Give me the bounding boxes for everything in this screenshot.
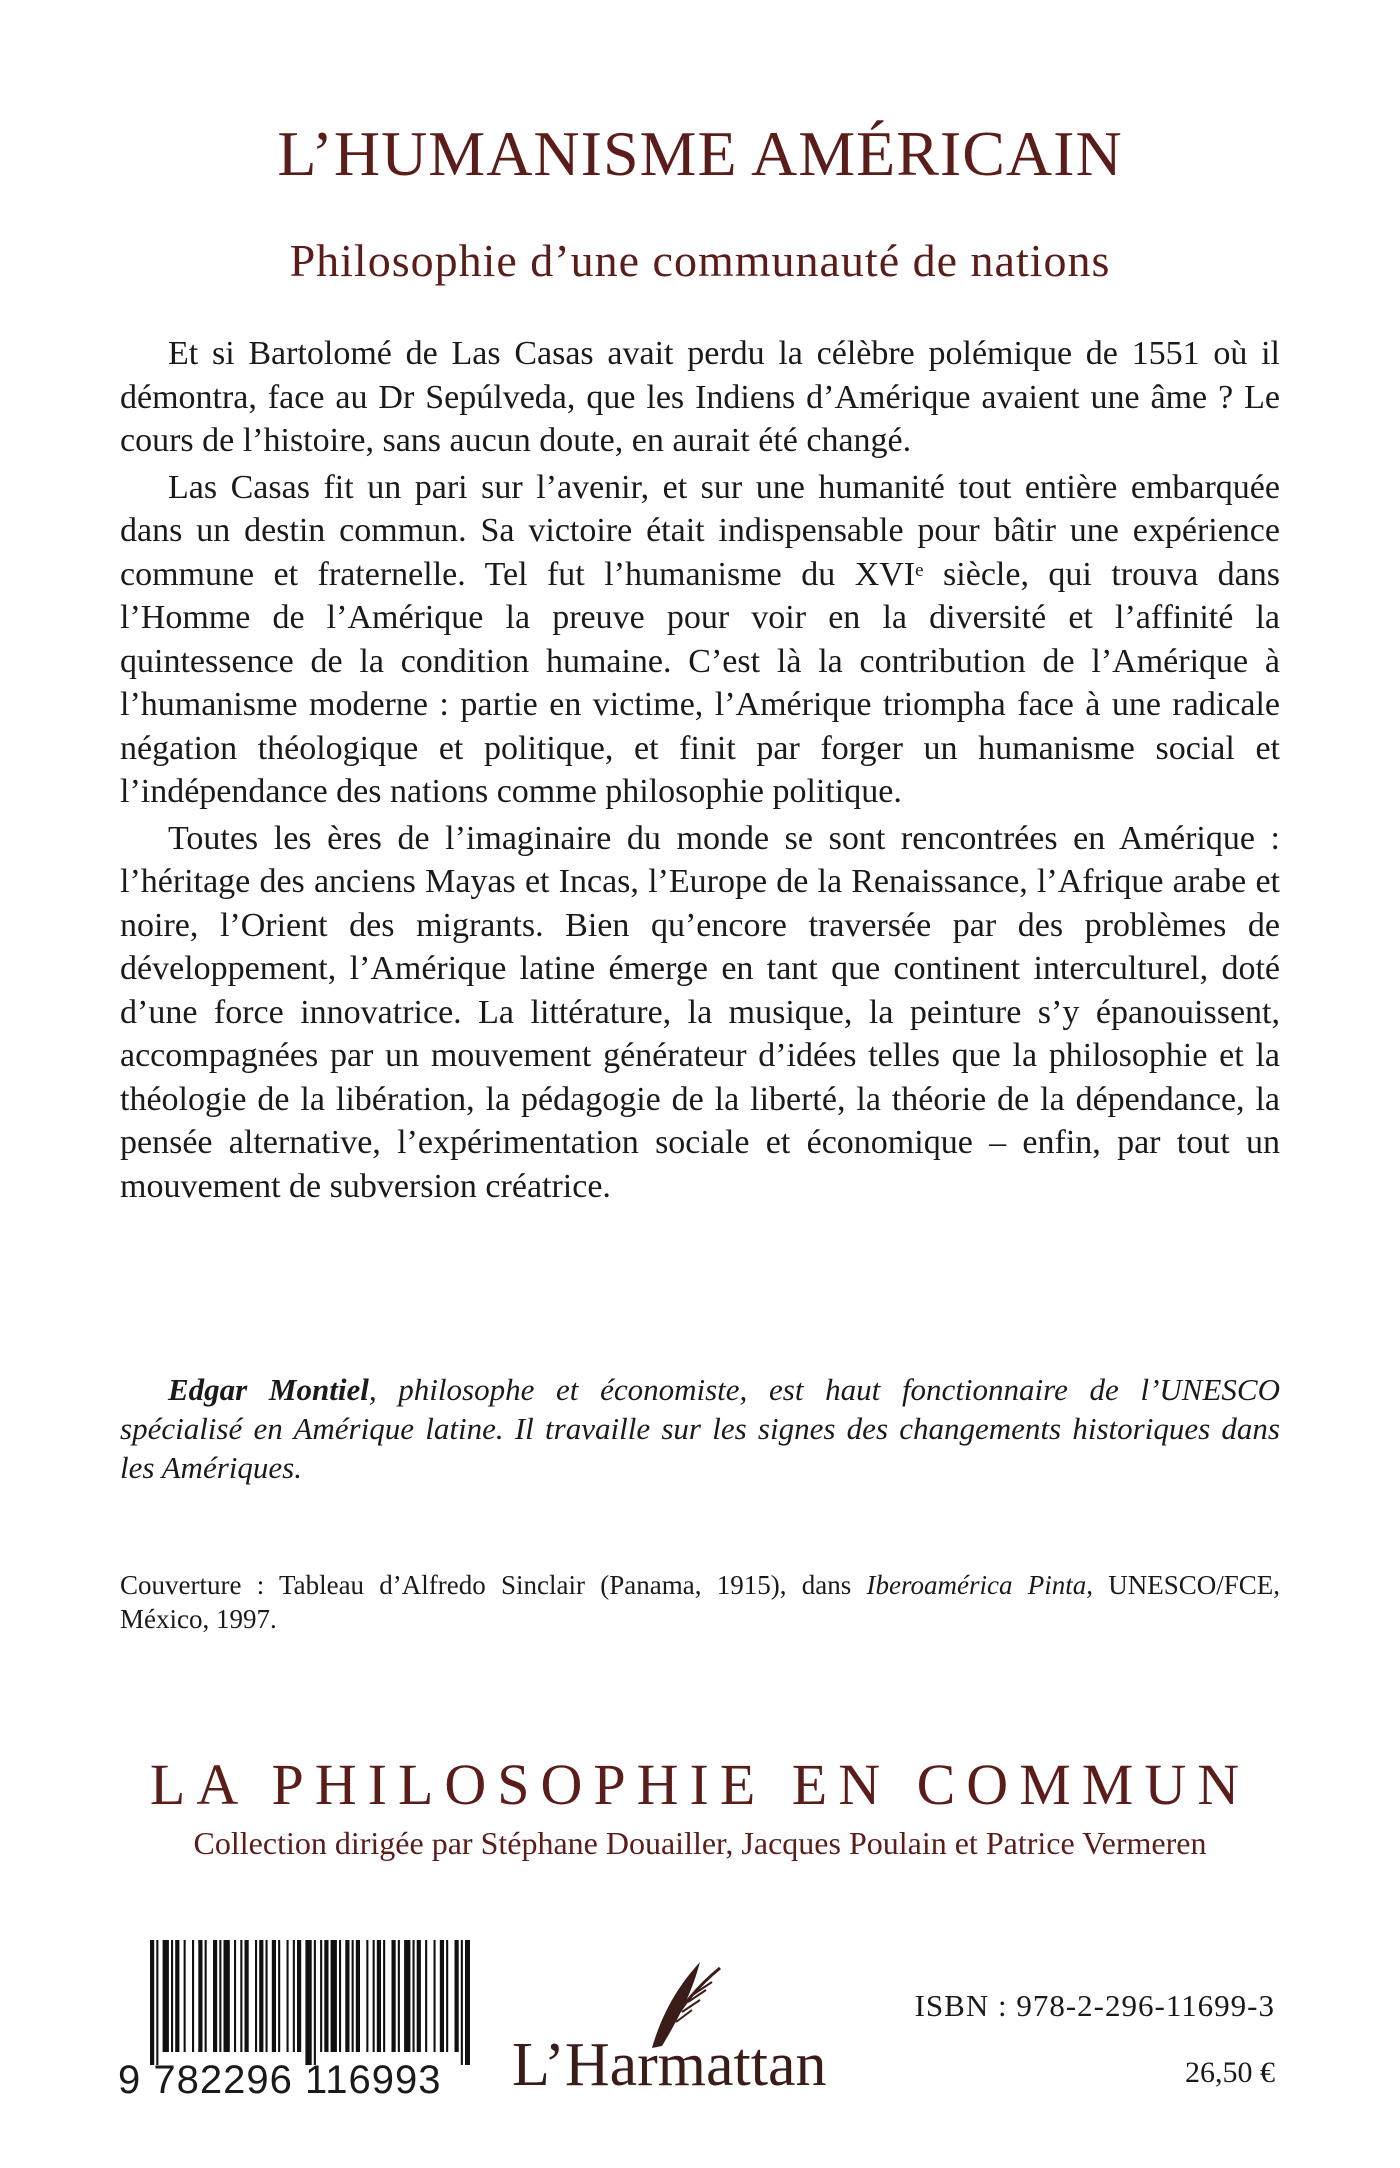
barcode-bar xyxy=(171,1940,173,2052)
barcode-bar xyxy=(213,1940,217,2052)
book-subtitle: Philosophie d’une communauté de nations xyxy=(289,235,1111,286)
barcode-bar xyxy=(377,1940,381,2052)
barcode-bar xyxy=(234,1940,236,2052)
barcode-bar xyxy=(352,1940,354,2052)
isbn: ISBN : 978-2-296-11699-3 xyxy=(914,1988,1275,2023)
barcode-bar xyxy=(156,1940,158,2065)
barcode-bar xyxy=(259,1940,263,2052)
cover-credit-start: Couverture : Tableau d’Alfredo Sinclair (Panama, 1915), dans xyxy=(120,1570,867,1600)
barcode-bar xyxy=(192,1940,194,2052)
barcode-digits: 9 782296 116993 xyxy=(118,2058,442,2102)
barcode-bar xyxy=(305,1940,311,2065)
barcode-bar xyxy=(345,1940,349,2052)
barcode-bar xyxy=(240,1940,242,2052)
barcode-bar xyxy=(150,1940,154,2065)
barcode-bar xyxy=(465,1940,470,2065)
barcode-bar xyxy=(198,1940,202,2052)
barcode-bar xyxy=(373,1940,375,2052)
collection-directors: Collection dirigée par Stéphane Douailler, Jacques Poulain et Patrice Vermeren xyxy=(193,1825,1207,1861)
barcode-bar xyxy=(205,1940,207,2052)
book-title: L’HUMANISME AMÉRICAIN xyxy=(277,118,1123,189)
barcode-bar xyxy=(404,1940,410,2052)
barcode-bar xyxy=(398,1940,400,2052)
barcode-bar xyxy=(320,1940,322,2052)
barcode-bar xyxy=(392,1940,396,2052)
summary-paragraph-1: Et si Bartolomé de Las Casas avait perdu la célèbre polémique de 1551 où il démontra, face au Dr Sepúlveda, que les Indiens d’Amérique avaient une âme ? Le cours de l’histoire, sans aucun doute, en aurait été changé. xyxy=(120,335,1280,459)
barcode-bar xyxy=(278,1940,280,2052)
barcode-bar xyxy=(446,1940,448,2052)
cover-credit xyxy=(120,1568,1280,1636)
barcode-bar xyxy=(266,1940,268,2052)
barcode-bar xyxy=(356,1940,360,2052)
summary-paragraph-2-start: Las Casas fit un pari sur l’avenir, et sur une humanité tout entière embarquée dans un destin commun. Sa victoire était indispensable pour bâtir une expérience commune et fraternelle. Tel fut l’humanisme du XVI xyxy=(120,468,1280,593)
barcode-bar xyxy=(331,1940,337,2052)
barcode-bar xyxy=(163,1940,169,2052)
barcode-bar xyxy=(417,1940,421,2052)
author-bio xyxy=(120,1370,1280,1487)
summary-paragraph-2 xyxy=(120,466,1280,814)
barcode-bar xyxy=(461,1940,463,2065)
barcode-bar xyxy=(413,1940,415,2052)
barcode-bar xyxy=(339,1940,341,2052)
barcode-bar xyxy=(224,1940,230,2052)
barcode-bar xyxy=(272,1940,276,2052)
price: 26,50 € xyxy=(1185,2056,1275,2089)
barcode-bar xyxy=(287,1940,289,2052)
author-description: , philosophe et économiste, est haut fonctionnaire de l’UNESCO spécialisé en Amérique latine. Il travaille sur les signes des changements historiques dans les Amériques. xyxy=(120,1372,1280,1485)
cover-credit-end: , UNESCO/FCE, México, 1997. xyxy=(120,1570,1280,1634)
barcode-bar xyxy=(219,1940,221,2052)
barcode-bar xyxy=(366,1940,368,2052)
summary-paragraph-3: Toutes les ères de l’imaginaire du monde se sont rencontrées en Amérique : l’héritage des anciens Mayas et Incas, l’Europe de la Renaissance, l’Afrique arabe et noire, l’Orient des migrants. Bien qu’encore traversée par des problèmes de développement, l’Amérique latine émerge en tant que continent interculturel, doté d’une force innovatrice. La littérature, la musique, la peinture s’y épanouissent, accompagnées par un mouvement générateur d’idées telles que la philosophie et la théologie de la libération, la pédagogie de la liberté, la théorie de la dépendance, la pensée alternative, l’expérimentation sociale et économique – enfin, par tout un mouvement de subversion créatrice. xyxy=(120,819,1280,1205)
publisher-logo xyxy=(512,1950,832,2120)
author-name: Edgar Montiel xyxy=(168,1372,369,1407)
century-superscript: e xyxy=(915,559,924,581)
collection-name: LA PHILOSOPHIE EN COMMUN xyxy=(149,1752,1251,1817)
barcode-bar xyxy=(245,1940,249,2052)
barcode-bar xyxy=(440,1940,444,2052)
barcode-bar xyxy=(175,1940,179,2052)
summary-text xyxy=(120,332,1280,1211)
barcode xyxy=(118,1940,473,2112)
publisher-name: L’Harmattan xyxy=(512,2031,827,2099)
barcode-bar xyxy=(255,1940,257,2052)
cover-credit-work: Iberoamérica Pinta xyxy=(866,1570,1087,1600)
barcode-bar xyxy=(314,1940,316,2065)
barcode-bar xyxy=(455,1940,459,2052)
barcode-bar xyxy=(383,1940,385,2052)
summary-paragraph-2-end: siècle, qui trouva dans l’Homme de l’Amérique la preuve pour voir en la diversité et l’affinité la quintessence de la condition humaine. C’est là la contribution de l’Amérique à l’humanisme moderne : partie en victime, l’Amérique triompha face à une radicale négation théologique et politique, et finit par forger un humanisme social et l’indépendance des nations comme philosophie politique. xyxy=(120,555,1280,810)
barcode-bar xyxy=(324,1940,328,2052)
barcode-bar xyxy=(293,1940,295,2052)
barcode-bar xyxy=(434,1940,436,2052)
barcode-bars xyxy=(150,1940,470,2065)
barcode-bar xyxy=(297,1940,301,2052)
barcode-bar xyxy=(184,1940,186,2052)
barcode-bar xyxy=(425,1940,427,2052)
